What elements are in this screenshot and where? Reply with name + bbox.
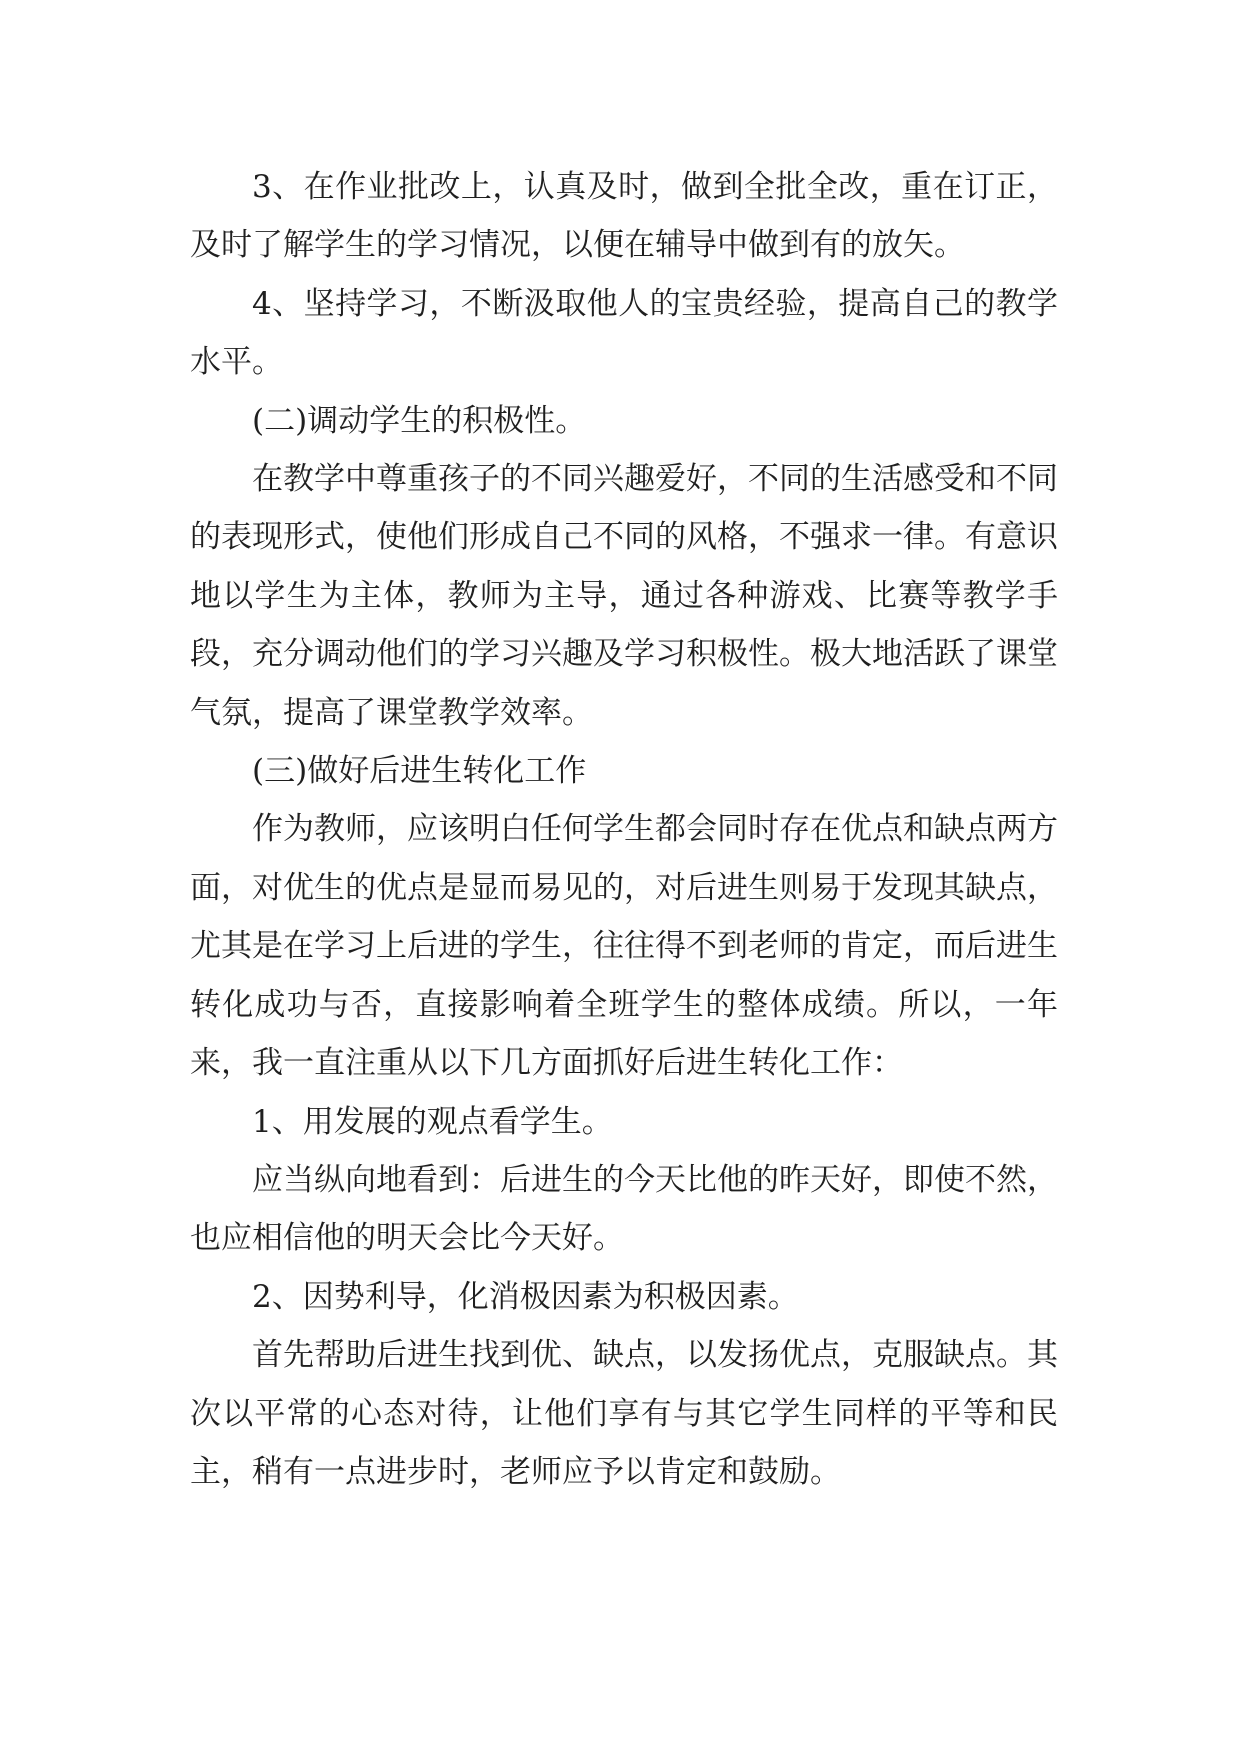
list-item-development-view: 1、用发展的观点看学生。 bbox=[252, 1103, 613, 1140]
document-body bbox=[190, 158, 1058, 1501]
section-heading-motivate-students: (二)调动学生的积极性。 bbox=[252, 402, 587, 439]
section-heading-underachievers: (三)做好后进生转化工作 bbox=[252, 753, 587, 790]
list-item-guide-positively: 2、因势利导，化消极因素为积极因素。 bbox=[252, 1278, 799, 1315]
paragraph-vertical-view: 应当纵向地看到：后进生的今天比他的昨天好，即使不然，也应相信他的明天会比今天好。 bbox=[190, 1161, 1058, 1257]
paragraph-teacher-perspective: 作为教师，应该明白任何学生都会同时存在优点和缺点两方面，对优生的优点是显而易见的，对后进生则易于发现其缺点，尤其是在学习上后进的学生，往往得不到老师的肯定，而后进生转化成功与否，直接影响着全班学生的整体成绩。所以，一年来，我一直注重从以下几方面抓好后进生转化工作： bbox=[190, 811, 1058, 1082]
paragraph-help-find-strengths: 首先帮助后进生找到优、缺点，以发扬优点，克服缺点。其次以平常的心态对待，让他们享有与其它学生同样的平等和民主，稍有一点进步时，老师应予以肯定和鼓励。 bbox=[190, 1337, 1058, 1490]
paragraph-homework-correction: 3、在作业批改上，认真及时，做到全批全改，重在订正，及时了解学生的学习情况，以便在辅导中做到有的放矢。 bbox=[190, 169, 1058, 264]
paragraph-respect-interests: 在教学中尊重孩子的不同兴趣爱好，不同的生活感受和不同的表现形式，使他们形成自己不同的风格，不强求一律。有意识地以学生为主体，教师为主导，通过各种游戏、比赛等教学手段，充分调动他们的学习兴趣及学习积极性。极大地活跃了课堂气氛，提高了课堂教学效率。 bbox=[190, 461, 1058, 731]
paragraph-keep-learning: 4、坚持学习，不断汲取他人的宝贵经验，提高自己的教学水平。 bbox=[190, 285, 1058, 381]
